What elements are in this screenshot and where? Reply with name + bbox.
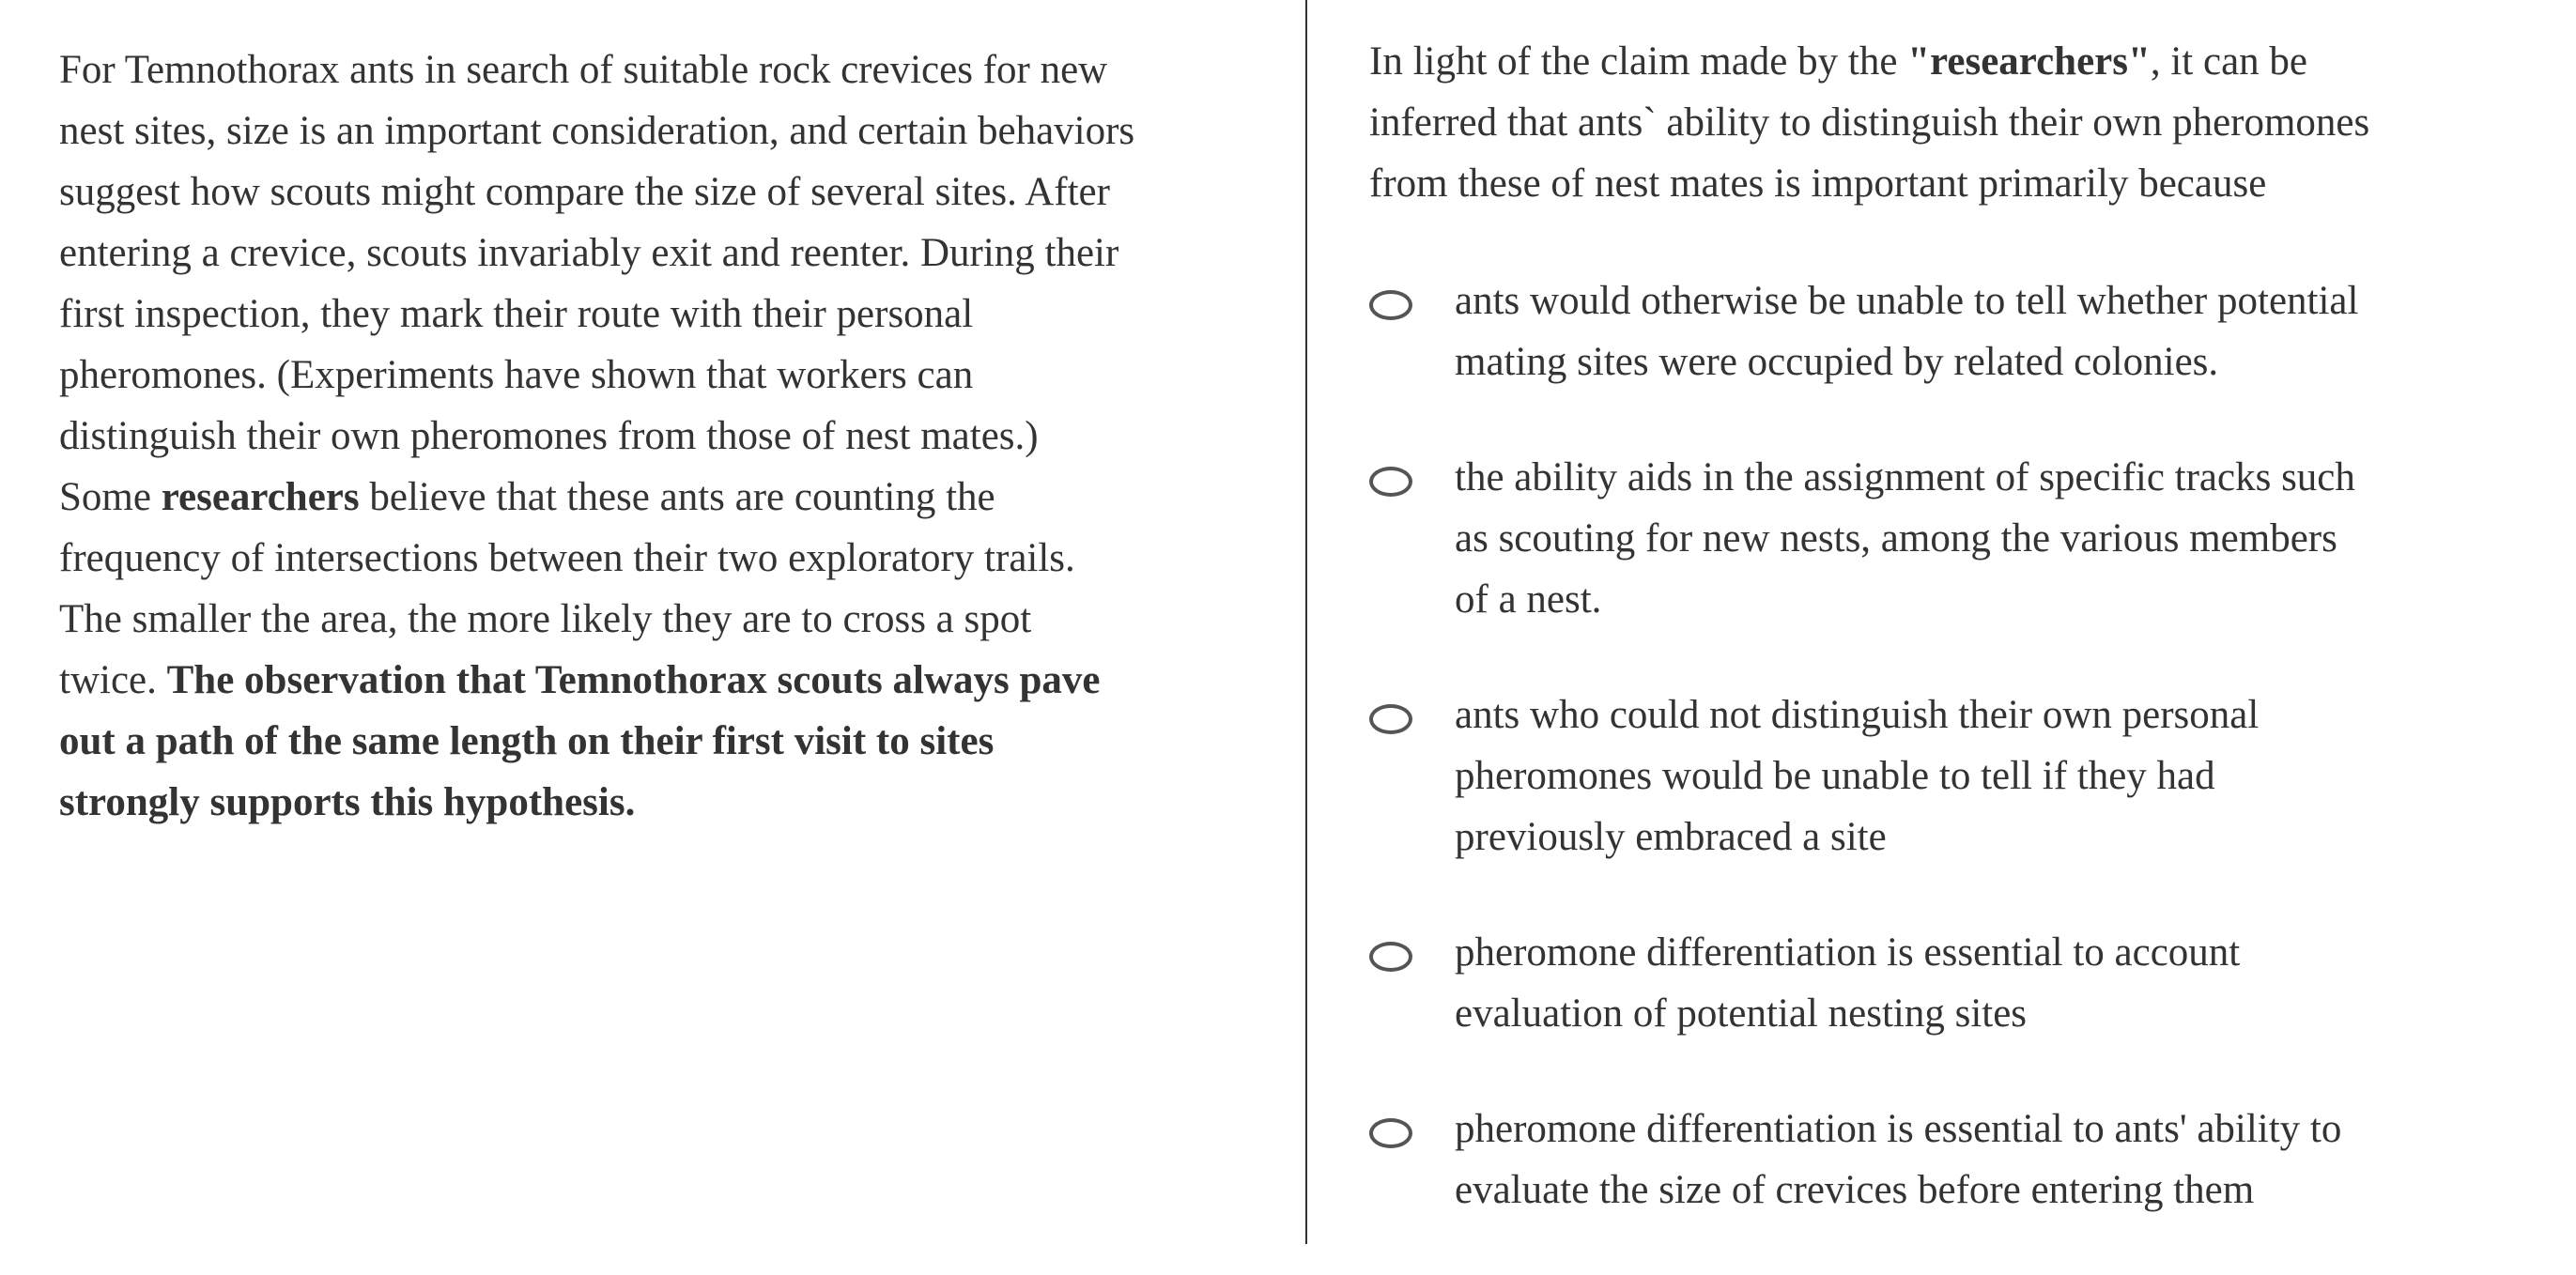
answer-options bbox=[1369, 270, 2543, 1221]
passage-panel bbox=[59, 39, 1299, 833]
answer-option-text[interactable]: pheromone differentiation is essential to ants' ability to evaluate the size of crevices before entering them bbox=[1455, 1107, 2342, 1212]
passage-text: For Temnothorax ants in search of suitable rock crevices for new nest sites, size is an important consideration, and certain behaviors suggest how scouts might compare the size of several sites. After entering a crevice, scouts invariably exit and reenter. During their first inspection, they mark their route with their personal pheromones. (Experiments have shown that workers can distinguish their own pheromones from those of nest mates.) Some researchers believe that these ants are counting the frequency of intersections between their two exploratory trails. The smaller the area, the more likely they are to cross a spot twice. The observation that Temnothorax scouts always pave out a path of the same length on their first visit to sites strongly supports this hypothesis. bbox=[59, 48, 1135, 824]
answer-option-5[interactable] bbox=[1369, 1098, 2543, 1221]
radio-button-icon[interactable] bbox=[1369, 290, 1412, 320]
radio-button-icon[interactable] bbox=[1369, 467, 1412, 497]
answer-option-1[interactable] bbox=[1369, 270, 2543, 392]
answer-option-4[interactable] bbox=[1369, 922, 2543, 1044]
question-panel bbox=[1369, 31, 2543, 1275]
answer-option-3[interactable] bbox=[1369, 684, 2543, 868]
radio-button-icon[interactable] bbox=[1369, 1118, 1412, 1148]
radio-button-icon[interactable] bbox=[1369, 704, 1412, 734]
answer-option-text[interactable]: ants would otherwise be unable to tell whether potential mating sites were occupied by related colonies. bbox=[1455, 279, 2359, 384]
answer-option-text[interactable]: ants who could not distinguish their own personal pheromones would be unable to tell if they had previously embraced a site bbox=[1455, 693, 2260, 859]
radio-button-icon[interactable] bbox=[1369, 942, 1412, 972]
answer-option-2[interactable] bbox=[1369, 447, 2543, 630]
answer-option-text[interactable]: the ability aids in the assignment of specific tracks such as scouting for new nests, among the various members of a nest. bbox=[1455, 455, 2355, 622]
question-text: In light of the claim made by the "researchers", it can be inferred that ants` ability to distinguish their own pheromones from these of nest mates is important primarily because bbox=[1369, 39, 2370, 206]
column-divider bbox=[1305, 0, 1307, 1244]
answer-option-text[interactable]: pheromone differentiation is essential to account evaluation of potential nesting sites bbox=[1455, 930, 2241, 1036]
